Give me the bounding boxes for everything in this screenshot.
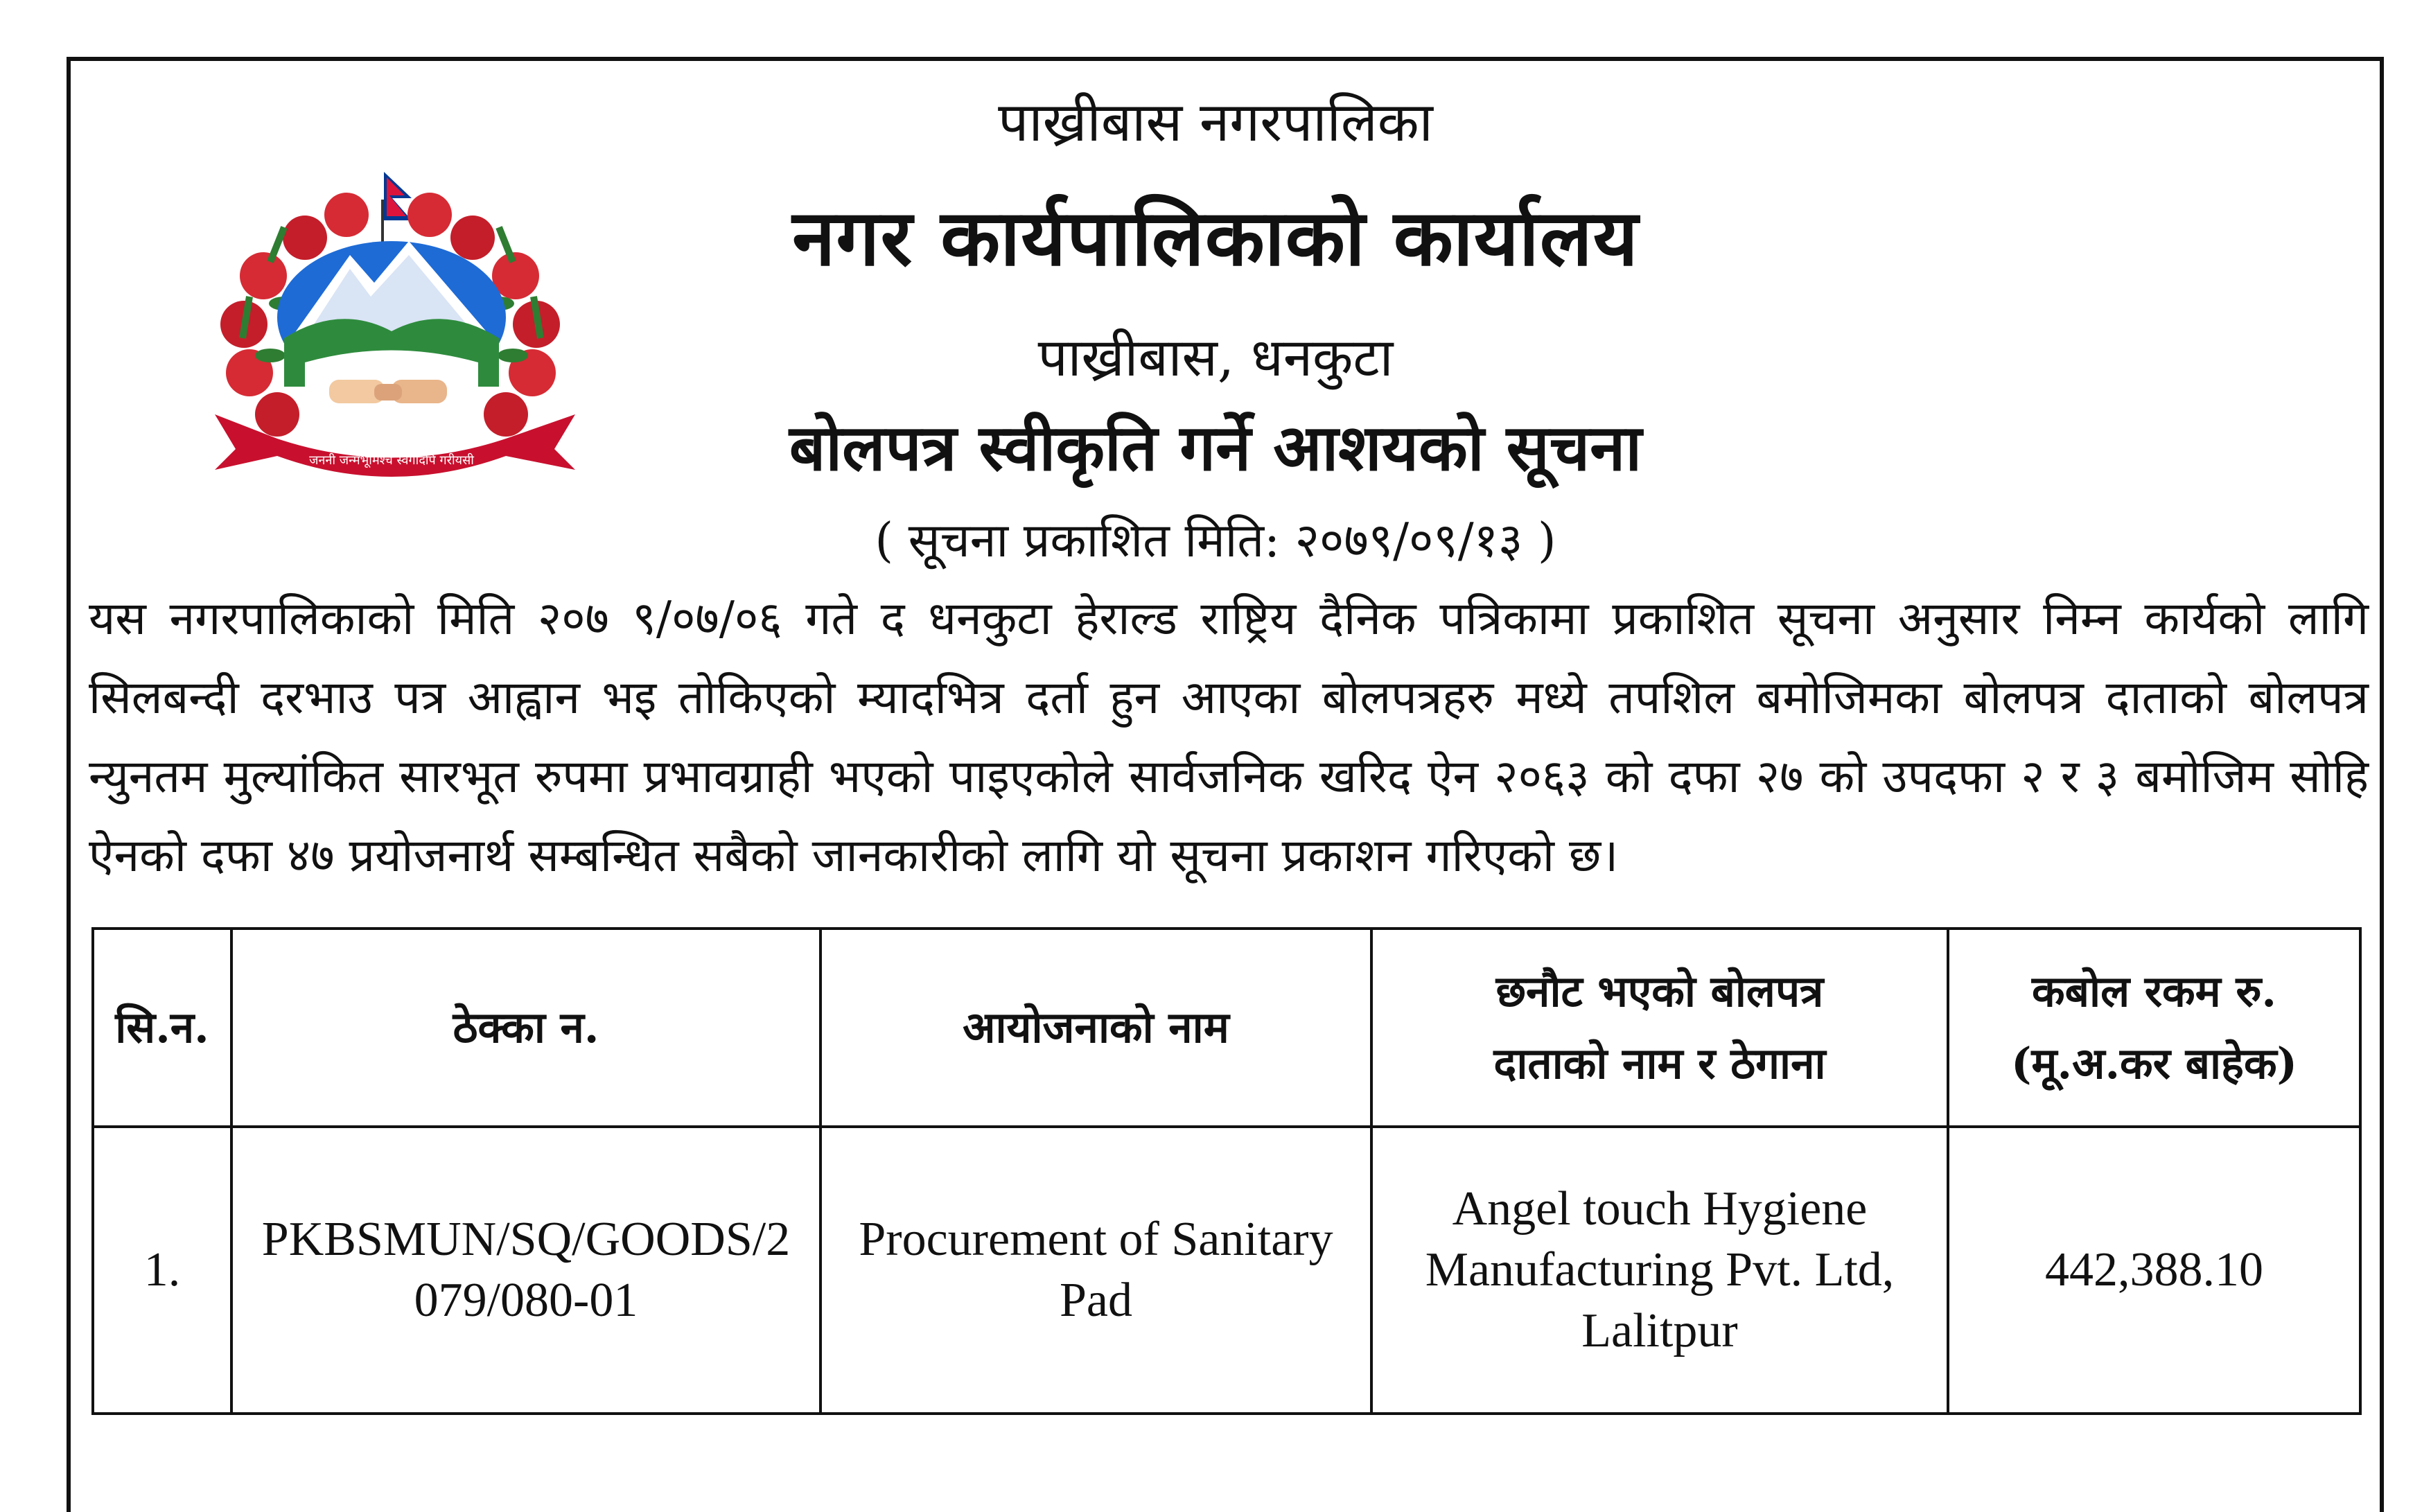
row-contract-no: PKBSMUN/SQ/GOODS/2079/080-01 — [231, 1127, 820, 1414]
header-bidder-line2: दाताको नाम र ठेगाना — [1493, 1038, 1826, 1089]
row-sn: 1. — [93, 1127, 231, 1414]
header-sn — [93, 929, 231, 1127]
header-amount — [1948, 929, 2360, 1127]
header-amount-line2: (मू.अ.कर बाहेक) — [2011, 1038, 2297, 1089]
table-header-row — [93, 929, 2360, 1127]
award-table — [91, 927, 2362, 1415]
publication-date: ( सूचना प्रकाशित मिति: २०७९/०९/१३ ) — [875, 513, 1556, 568]
office-title: नगर कार्यपालिकाको कार्यालय — [792, 193, 1639, 283]
row-amount: 442,388.10 — [1948, 1127, 2360, 1414]
notice-paragraph: यस नगरपालिकाको मिति २०७ ९/०७/०६ गते द धनकुटा हेराल्ड राष्ट्रिय दैनिक पत्रिकामा प्रकाशित सूचना अनुसार निम्न कार्यको लागि सिलबन्दी दरभाउ पत्र आह्वान भइ तोकिएको म्यादभित्र दर्ता हुन आएका बोलपत्रहरु मध्ये तपशिल बमोजिमका बोलपत्र दाताको बोलपत्र न्युनतम मुल्यांकित सारभूत रुपमा प्रभावग्राही भएको पाइएकोले सार्वजनिक खरिद ऐन २०६३ को दफा २७ को उपदफा २ र ३ बमोजिम सोहि ऐनको दफा ४७ प्रयोजनार्थ सम्बन्धित सबैको जानकारीको लागि यो सूचना प्रकाशन गरिएको छ। — [89, 592, 2369, 882]
row-bidder: Angel touch Hygiene Manufacturing Pvt. Ltd, Lalitpur — [1371, 1127, 1948, 1414]
header-amount-line1: कबोल रकम रु. — [2032, 966, 2276, 1017]
header-bidder — [1371, 929, 1948, 1127]
office-address: पाख्रीबास, धनकुटा — [1037, 326, 1394, 388]
table-row — [93, 1127, 2360, 1414]
municipality-name: पाख्रीबास नगरपालिका — [998, 91, 1433, 154]
notice-title: बोलपत्र स्वीकृति गर्ने आशयको सूचना — [789, 410, 1642, 485]
emblem-motto: जननी जन्मभूमिश्च स्वर्गादपि गरीयसी — [309, 453, 474, 468]
header-bidder-line1: छनौट भएको बोलपत्र — [1495, 966, 1824, 1017]
header-project-name — [820, 929, 1371, 1127]
header-project-name-label: आयोजनाको नाम — [963, 1002, 1229, 1053]
row-project-name: Procurement of Sanitary Pad — [820, 1127, 1371, 1414]
header-contract-no — [231, 929, 820, 1127]
header-sn-label: सि.न. — [115, 1002, 209, 1053]
header-contract-no-label: ठेक्का न. — [453, 1002, 599, 1053]
